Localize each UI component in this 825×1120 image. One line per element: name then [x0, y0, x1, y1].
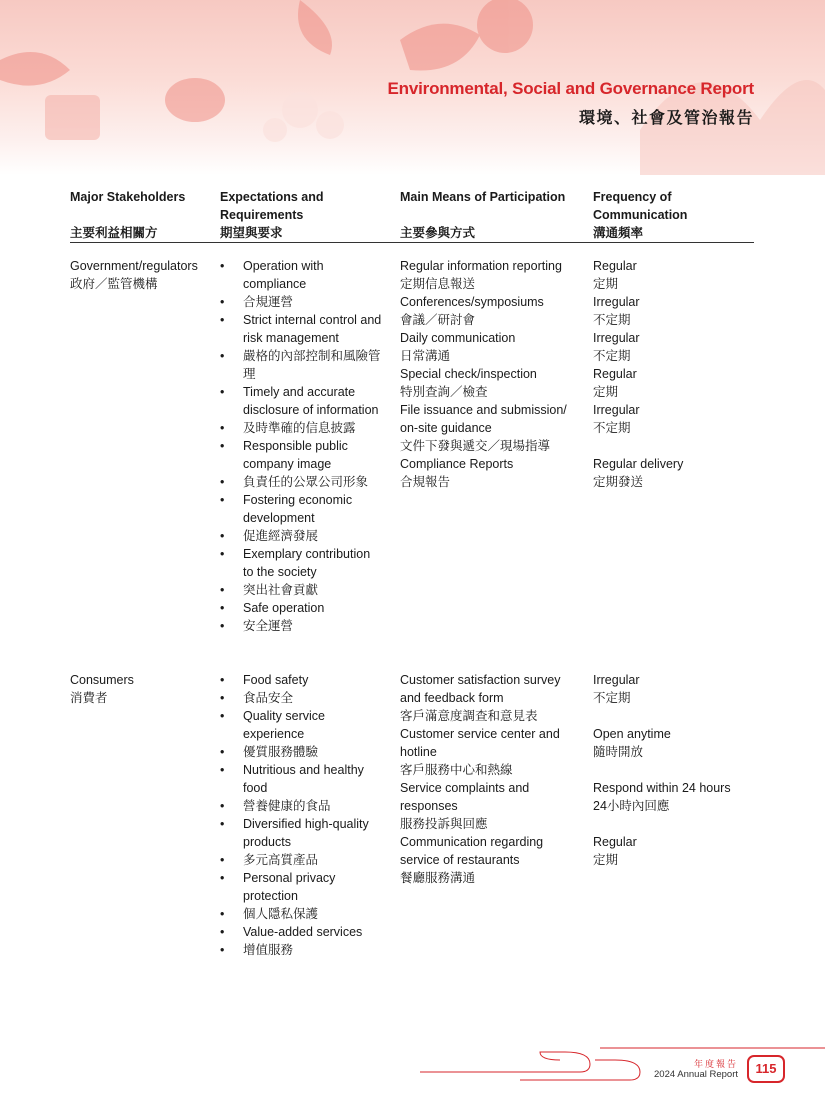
report-title-zh: 環境、社會及管治報告	[578, 110, 754, 127]
communication-frequency: Regular 定期 Irregular 不定期 Irregular 不定期 Regular 定期 Irregular 不定期 Regular delivery 定期發送	[593, 259, 684, 489]
table-header	[70, 188, 754, 243]
list-item: • 食品安全	[220, 689, 383, 707]
expectations-list	[220, 671, 390, 959]
report-title-en: Environmental, Social and Governance Report	[387, 79, 754, 98]
participation-means: Customer satisfaction survey and feedback form 客戶滿意度調查和意見表 Customer service center and hotline 客戶服務中心和熱線 Service complaints and responses 服務投訴與回應 Communication regarding service of restaurants 餐廳服務溝通	[400, 673, 561, 885]
list-item: • Quality service experience	[220, 707, 383, 743]
stakeholder-name-zh: 政府／監管機構	[70, 277, 158, 291]
list-item: • Operation with compliance	[220, 257, 383, 293]
column-header-means: Main Means of Participation 主要參與方式	[400, 190, 566, 240]
column-header-frequency: Frequency of Communication 溝通頻率	[593, 190, 688, 240]
list-item: • 嚴格的內部控制和風險管理	[220, 347, 383, 383]
list-item: • 突出社會貢獻	[220, 581, 383, 599]
list-item: • 及時準確的信息披露	[220, 419, 383, 437]
tofu-icon	[45, 95, 100, 140]
expectations-list	[220, 257, 390, 635]
list-item: • Exemplary contribution to the society	[220, 545, 383, 581]
list-item: • Responsible public company image	[220, 437, 383, 473]
list-item: • 促進經濟發展	[220, 527, 383, 545]
leaf-icon	[298, 0, 332, 55]
list-item: • Strict internal control and risk management	[220, 311, 383, 347]
column-header-stakeholders: Major Stakeholders 主要利益相關方	[70, 190, 186, 240]
list-item: • 多元高質產品	[220, 851, 383, 869]
list-item: • 增值服務	[220, 941, 383, 959]
participation-means: Regular information reporting 定期信息報送 Conferences/symposiums 會議／研討會 Daily communication 日常溝通 Special check/inspection 特別查詢／檢查 File issuance and submission/ on-site guidance 文件下發與遞交／現場指導 Compliance Reports 合規報告	[400, 259, 567, 489]
list-item: • 合規運營	[220, 293, 383, 311]
page-footer	[0, 1030, 825, 1120]
list-item: • 營養健康的食品	[220, 797, 383, 815]
list-item: • 負責任的公眾公司形象	[220, 473, 383, 491]
stakeholder-name-en: Consumers	[70, 673, 134, 687]
leaf-icon	[0, 52, 70, 86]
communication-frequency: Irregular 不定期 Open anytime 隨時開放 Respond within 24 hours 24小時內回應 Regular 定期	[593, 673, 731, 867]
table-row-government	[70, 257, 754, 671]
bowl-icon	[477, 0, 533, 53]
list-item: • Personal privacy protection	[220, 869, 383, 905]
list-item: • Food safety	[220, 671, 383, 689]
noodle-icon	[400, 24, 480, 71]
list-item: • 個人隱私保護	[220, 905, 383, 923]
list-item: • Nutritious and healthy food	[220, 761, 383, 797]
list-item: • 優質服務體驗	[220, 743, 383, 761]
list-item: • Fostering economic development	[220, 491, 383, 527]
column-header-expectations: Expectations and Requirements 期望與要求	[220, 190, 324, 240]
table-row-consumers	[70, 671, 754, 971]
list-item: • Timely and accurate disclosure of information	[220, 383, 383, 419]
list-item: • Diversified high-quality products	[220, 815, 383, 851]
list-item: • Safe operation	[220, 599, 383, 617]
stakeholder-name-en: Government/regulators	[70, 259, 198, 273]
shrimp-icon	[165, 78, 225, 122]
footer-label-en: 2024 Annual Report	[654, 1069, 738, 1080]
page-number: 115	[747, 1055, 785, 1083]
list-item: • Value-added services	[220, 923, 383, 941]
footer-label-zh: 年度報告	[693, 1059, 738, 1069]
stakeholder-name-zh: 消費者	[70, 691, 108, 705]
list-item: • 安全運營	[220, 617, 383, 635]
stakeholder-table	[70, 188, 754, 971]
